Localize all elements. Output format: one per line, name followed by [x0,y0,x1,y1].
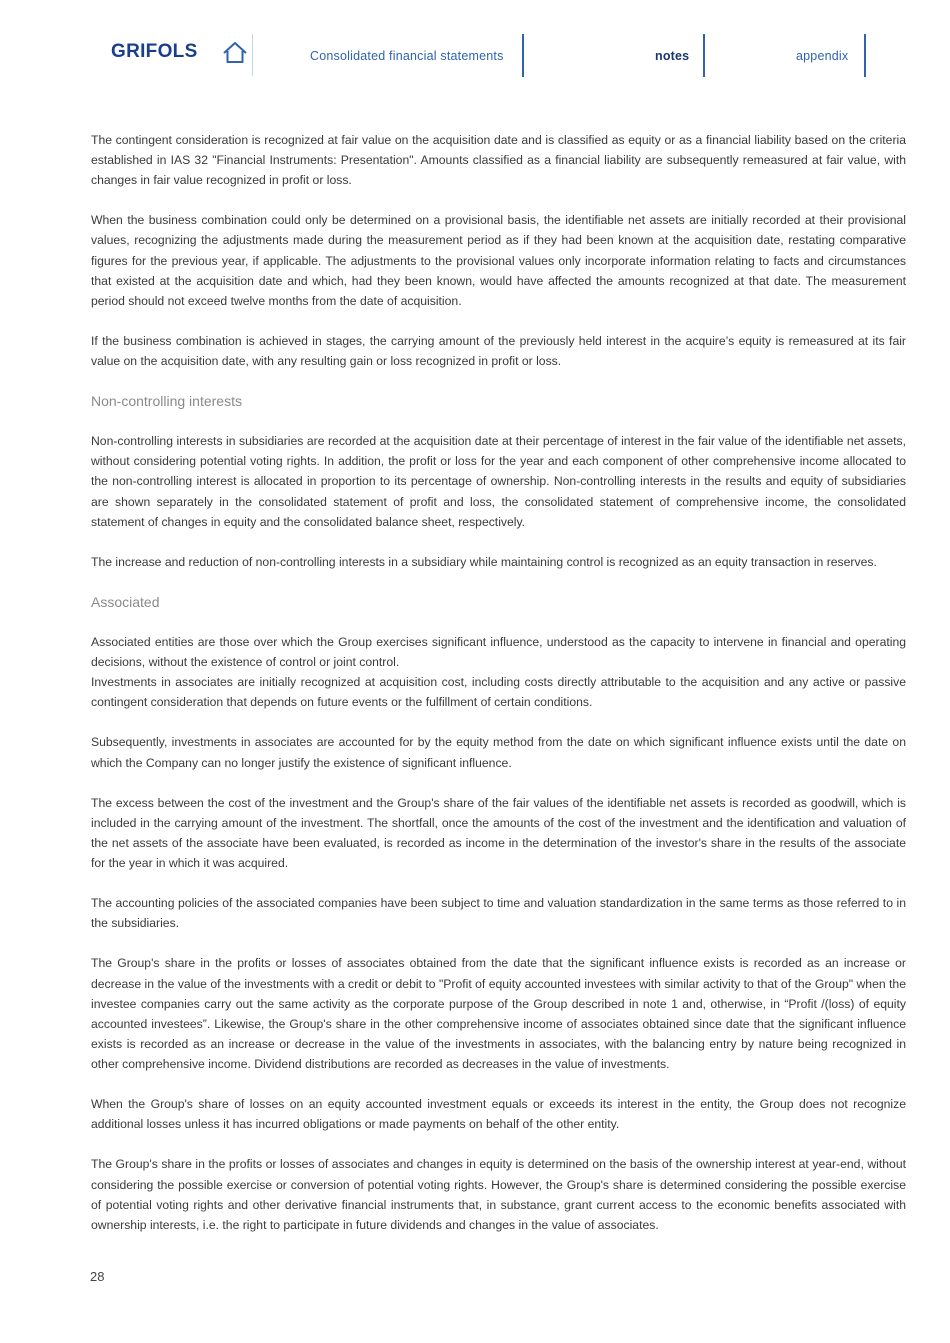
divider [252,34,253,76]
section-heading-associated: Associated [91,593,160,610]
nav-consolidated-financial-statements[interactable]: Consolidated financial statements [310,49,504,63]
divider [522,34,524,77]
paragraph: The increase and reduction of non-controlling interests in a subsidiary while maintaining control is recognized as an equity transaction in reserves. [91,554,877,569]
paragraph: The excess between the cost of the investment and the Group's share of the fair values of the identifiable net assets is recorded as goodwill, which is included in the carrying amount of the investment. The shortfall, once the amounts of the cost of the investment and the identification and valuation of the net assets of the associate have been evaluated, is recorded as income in the determination of the investor's share in the results of the associate for the year in which it was acquired. [91,795,906,870]
paragraph: When the business combination could only be determined on a provisional basis, the identifiable net assets are initially recorded at their provisional values, recognizing the adjustments made during the measurement period as if they had been known at the acquisition date, restating comparative figures for the previous year, if applicable. The adjustments to the provisional values only incorporate information relating to facts and circumstances that existed at the acquisition date and which, had they been known, would have affected the amounts recognized at that date. The measurement period should not exceed twelve months from the date of acquisition. [91,213,906,308]
page-number: 28 [90,1269,105,1284]
paragraph: When the Group's share of losses on an equity accounted investment equals or exceeds its interest in the entity, the Group does not recognize additional losses unless it has incurred obligations or made payments on behalf of the other entity. [91,1097,906,1132]
divider [864,34,866,77]
paragraph: The contingent consideration is recognized at fair value on the acquisition date and is classified as equity or as a financial liability based on the criteria established in IAS 32 "Financial Instruments: Presentation". Amounts classified as a financial liability are subsequently remeasured at fair value, with changes in fair value recognized in profit or loss. [91,133,906,188]
section-heading-non-controlling-interests: Non-controlling interests [91,393,242,410]
paragraph: The Group's share in the profits or losses of associates obtained from the date that the significant influence exists is recorded as an increase or decrease in the value of the investments with a credit or debit to "Profit of equity accounted investees with similar activity to that of the Group" when the investee companies carry out the same activity as the corporate purpose of the Group described in note 1 and, otherwise, in “Profit /(loss) of equity accounted investees”. Likewise, the Group's share in the other comprehensive income of associates obtained since date that the significant influence exists is recorded as an increase or decrease in the value of the investments in associates, with the balancing entry by nature being recognized in other comprehensive income. Dividend distributions are recorded as decreases in the value of investments. [91,956,906,1071]
paragraph: The accounting policies of the associated companies have been subject to time and valuation standardization in the same terms as those referred to in the subsidiaries. [91,896,906,931]
page-header [0,0,950,100]
divider [703,34,705,77]
paragraph: Associated entities are those over which the Group exercises significant influence, understood as the capacity to intervene in financial and operating decisions, without the existence of control or joint control. [91,634,906,670]
nav-notes[interactable]: notes [655,49,690,63]
notes-body [91,130,906,1255]
paragraph: If the business combination is achieved in stages, the carrying amount of the previously held interest in the acquire’s equity is remeasured at its fair value on the acquisition date, with any resulting gain or loss recognized in profit or loss. [91,333,906,369]
nav-appendix[interactable]: appendix [796,49,849,63]
grifols-logo[interactable]: GRIFOLS [111,41,198,62]
home-icon[interactable] [222,41,248,65]
paragraph: Non-controlling interests in subsidiaries are recorded at the acquisition date at their percentage of interest in the fair value of the identifiable net assets, without considering potential voting rights. In addition, the profit or loss for the year and each component of other comprehensive income allocated to the non-controlling interest is allocated in proportion to its percentage of ownership. Non-controlling interests in the results and equity of subsidiaries are shown separately in the consolidated statement of profit and loss, the consolidated statement of comprehensive income, the consolidated statement of changes in equity and the consolidated balance sheet, respectively. [91,434,906,529]
paragraph: Subsequently, investments in associates are accounted for by the equity method from the date on which significant influence exists until the date on which the Company can no longer justify the existence of significant influence. [91,735,906,770]
paragraph: The Group's share in the profits or losses of associates and changes in equity is determined on the basis of the ownership interest at year-end, without considering the possible exercise or conversion of potential voting rights. However, the Group's share is determined considering the possible exercise of potential voting rights and other derivative financial instruments that, in substance, grant current access to the economic benefits associated with ownership interests, i.e. the right to participate in future dividends and changes in the value of associates. [91,1157,906,1232]
paragraph: Investments in associates are initially recognized at acquisition cost, including costs directly attributable to the acquisition and any active or passive contingent consideration that depends on future events or the fulfillment of certain conditions. [91,675,906,710]
